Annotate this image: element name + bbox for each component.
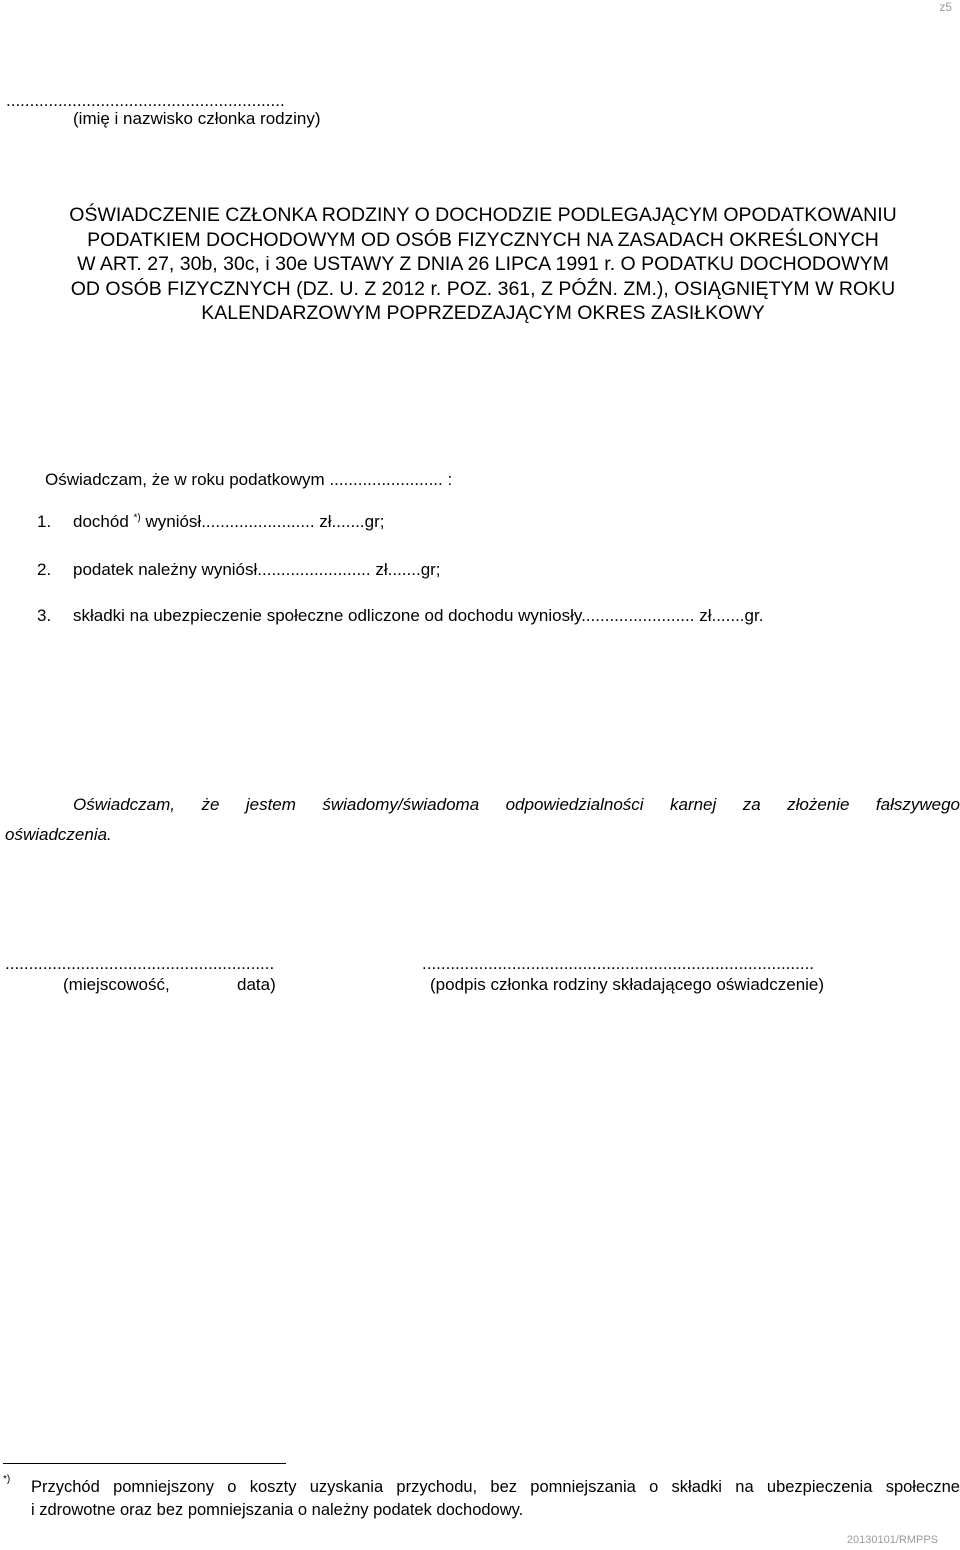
item-text: podatek należny wyniósł........................ zł.......gr; (73, 560, 441, 579)
signature-caption: (podpis członka rodziny składającego oświadczenie) (430, 975, 825, 994)
footnote-line-1: Przychód pomniejszony o koszty uzyskania przychodu, bez pomniejszania o składki na ubezpieczenia społeczne (31, 1478, 960, 1496)
family-member-name-caption: (imię i nazwisko członka rodziny) (73, 109, 321, 128)
title-line-4: OD OSÓB FIZYCZNYCH (DZ. U. Z 2012 r. POZ. 361, Z PÓŹN. ZM.), OSIĄGNIĘTYM W ROKU (70, 277, 896, 300)
document-title (8, 203, 958, 326)
tax-due-item (37, 560, 441, 580)
tax-year-statement: Oświadczam, że w roku podatkowym ........................ : (45, 470, 453, 489)
footnote-text (31, 1476, 960, 1522)
declaration-line-1: Oświadczam, że jestem świadomy/świadoma odpowiedzialności karnej za złożenie fałszywego (73, 795, 960, 814)
income-item (37, 512, 384, 532)
item-number: 3. (37, 606, 52, 625)
signature-line: ................................................................................... (422, 954, 815, 973)
title-line-5: KALENDARZOWYM POPRZEDZAJĄCYM OKRES ZASIŁKOWY (201, 302, 765, 324)
item-number: 2. (37, 560, 52, 579)
liability-declaration (5, 790, 960, 850)
title-line-3: W ART. 27, 30b, 30c, i 30e USTAWY Z DNIA 26 LIPCA 1991 r. O PODATKU DOCHODOWYM (77, 253, 889, 275)
footnote-reference: *) (133, 512, 141, 524)
title-line-2: PODATKIEM DOCHODOWYM OD OSÓB FIZYCZNYCH NA ZASADACH OKREŚLONYCH (87, 228, 879, 251)
place-caption: (miejscowość, (63, 975, 170, 994)
item-text: dochód (73, 512, 134, 531)
footnote-mark: *) (3, 1474, 11, 1485)
family-member-name-line: ........................................................... (6, 91, 285, 110)
title-line-1: OŚWIADCZENIE CZŁONKA RODZINY O DOCHODZIE PODLEGAJĄCYM OPODATKOWANIU (69, 204, 897, 226)
footnote-separator (3, 1463, 286, 1464)
footnote-line-2: i zdrowotne oraz bez pomniejszania o należny podatek dochodowy. (31, 1501, 524, 1519)
declaration-line-2: oświadczenia. (5, 825, 112, 844)
social-insurance-item (37, 606, 763, 626)
page-corner-label: z5 (939, 0, 952, 14)
document-code: 20130101/RMPPS (846, 1534, 938, 1546)
item-text: składki na ubezpieczenie społeczne odliczone od dochodu wyniosły........................ zł.......gr. (73, 606, 764, 625)
item-text-continued: wyniósł........................ zł.......gr; (140, 512, 385, 531)
item-number: 1. (37, 512, 52, 531)
place-date-line: ......................................................... (5, 954, 275, 973)
date-caption: data) (237, 975, 276, 994)
